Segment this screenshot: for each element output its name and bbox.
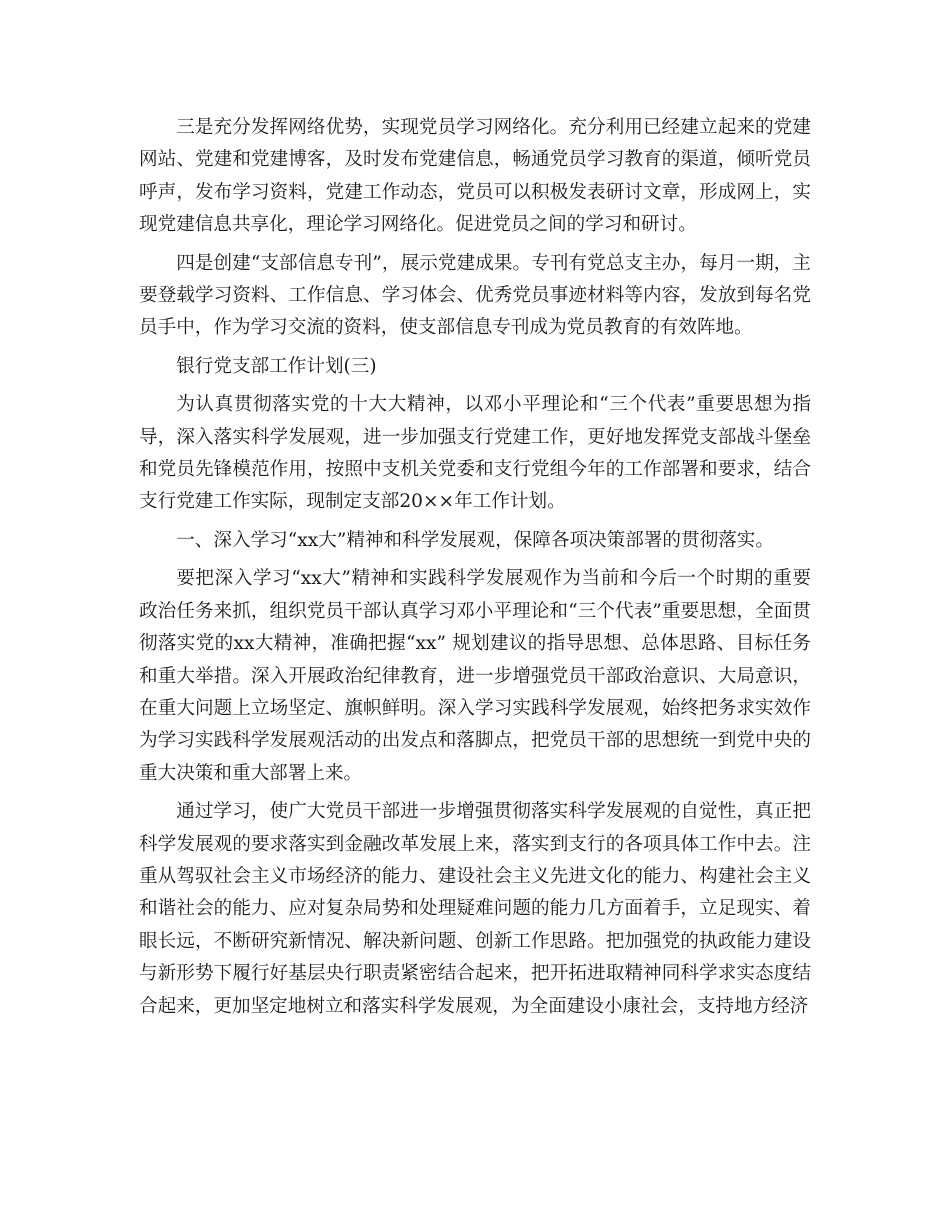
paragraph-through-study: 通过学习，使广大党员干部进一步增强贯彻落实科学发展观的自觉性，真正把科学发展观的要求落实到金融改革发展上来，落实到支行的各项具体工作中去。注重从驾驭社会主义市场经济的能力、建设社会主义先进文化的能力、构建社会主义和谐社会的能力、应对复杂局势和处理疑难问题的能力几方面着手，立足现实、着眼长远，不断研究新情况、解决新问题、创新工作思路。把加强党的执政能力建设与新形势下履行好基层央行职责紧密结合起来，把开拓进取精神同科学求实态度结合起来，更加坚定地树立和落实科学发展观，为全面建设小康社会，支持地方经济 (139, 801, 811, 1017)
section-heading-plan-three: 银行党支部工作计划(三) (176, 355, 377, 377)
paragraph-branch-bulletin: 四是创建“支部信息专刊”，展示党建成果。专刊有党总支主办，每月一期，主要登载学习资料、工作信息、学习体会、优秀党员事迹材料等内容，发放到每名党员手中，作为学习交流的资料，使支部信息专刊成为党员教育的有效阵地。 (139, 252, 811, 339)
paragraph-study-spirit: 要把深入学习“xx大”精神和实践科学发展观作为当前和今后一个时期的重要政治任务来抓，组织党员干部认真学习邓小平理论和“三个代表”重要思想，全面贯彻落实党的xx大精神，准确把握“xx” 规划建议的指导思想、总体思路、目标任务和重大举措。深入开展政治纪律教育，进一步增强党员干部政治意识、大局意识，在重大问题上立场坚定、旗帜鲜明。深入学习实践科学发展观，始终把务求实效作为学习实践科学发展观活动的出发点和落脚点，把党员干部的思想统一到党中央的重大决策和重大部署上来。 (139, 568, 811, 784)
paragraph-network-learning: 三是充分发挥网络优势，实现党员学习网络化。充分利用已经建立起来的党建网站、党建和党建博客，及时发布党建信息，畅通党员学习教育的渠道，倾听党员呼声，发布学习资料，党建工作动态，党员可以积极发表研讨文章，形成网上，实现党建信息共享化，理论学习网络化。促进党员之间的学习和研讨。 (139, 117, 811, 236)
paragraph-plan-intro: 为认真贯彻落实党的十大大精神，以邓小平理论和“三个代表”重要思想为指导，深入落实科学发展观，进一步加强支行党建工作，更好地发挥党支部战斗堡垒和党员先锋模范作用，按照中支机关党委和支行党组今年的工作部署和要求，结合支行党建工作实际，现制定支部20××年工作计划。 (139, 394, 811, 513)
heading-item-one: 一、深入学习“xx大”精神和科学发展观，保障各项决策部署的贯彻落实。 (176, 529, 774, 551)
document-body (139, 112, 811, 1023)
